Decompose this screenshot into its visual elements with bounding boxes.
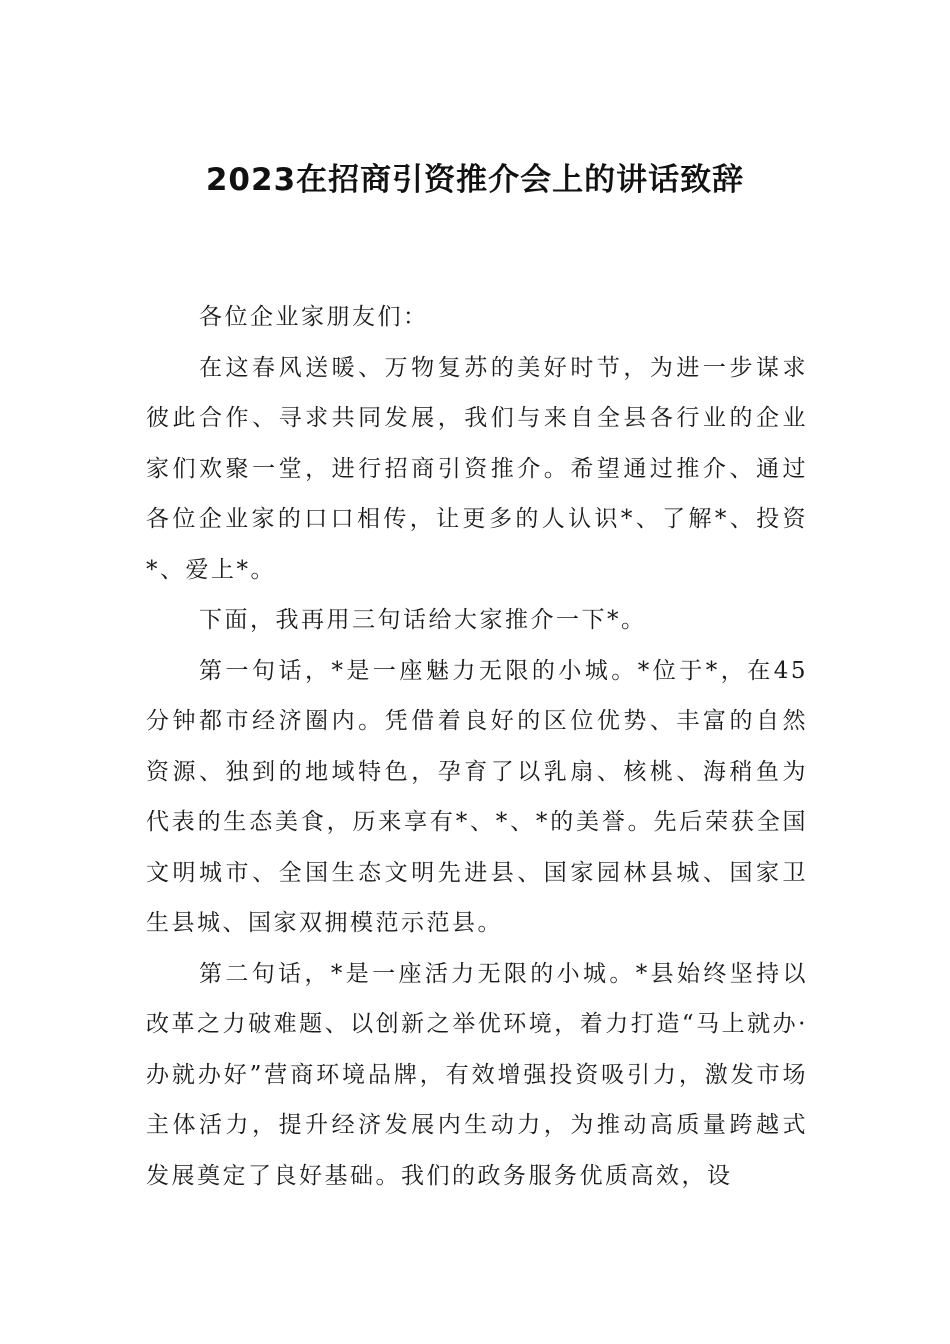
salutation-paragraph: 各位企业家朋友们： (199, 304, 429, 330)
first-point-paragraph: 第一句话，*是一座魅力无限的小城。*位于*，在45分钟都市经济圈内。凭借着良好的区位优势、丰富的自然资源、独到的地域特色，孕育了以乳扇、核桃、海稍鱼为代表的生态美食，历来享有*、*、*的美誉。先后荣获全国文明城市、全国生态文明先进县、国家园林县城、国家卫生县城、国家双拥模范示范县。 (146, 657, 808, 936)
document-body (146, 292, 808, 1201)
transition-paragraph: 下面，我再用三句话给大家推介一下*。 (199, 607, 647, 633)
document-title: 2023在招商引资推介会上的讲话致辞 (205, 162, 745, 198)
second-point-paragraph: 第二句话，*是一座活力无限的小城。*县始终坚持以改革之力破难题、以创新之举优环境，着力打造“马上就办·办就办好”营商环境品牌，有效增强投资吸引力，激发市场主体活力，提升经济发展内生动力，为推动高质量跨越式发展奠定了良好基础。我们的政务服务优质高效，设 (146, 960, 808, 1189)
intro-paragraph: 在这春风送暖、万物复苏的美好时节，为进一步谋求彼此合作、寻求共同发展，我们与来自全县各行业的企业家们欢聚一堂，进行招商引资推介。希望通过推介、通过各位企业家的口口相传，让更多的人认识*、了解*、投资*、爱上*。 (146, 354, 808, 583)
